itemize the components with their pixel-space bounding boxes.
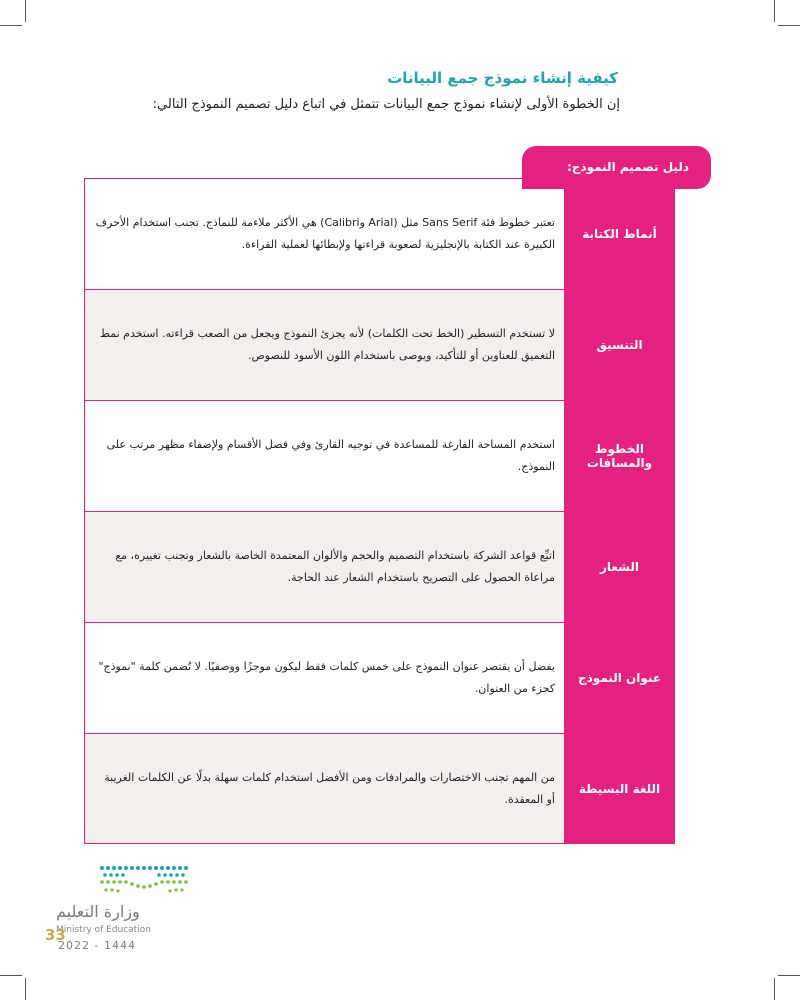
crop-mark <box>778 25 800 26</box>
row-description: استخدم المساحة الفارغة للمساعدة في توجيه القارئ وفي فصل الأقسام ولإضفاء مظهر مرتب على النموذج. <box>106 438 555 473</box>
guide-row <box>84 622 675 733</box>
crop-mark <box>774 0 775 22</box>
row-label: الشعار <box>564 512 675 622</box>
guide-row <box>84 289 675 400</box>
crop-mark <box>0 975 22 976</box>
ministry-name-arabic: وزارة التعليم <box>56 902 140 921</box>
crop-mark <box>25 978 26 1000</box>
crop-mark <box>0 25 22 26</box>
page-number: 33 <box>45 926 66 944</box>
ministry-logo-icon <box>98 862 190 897</box>
guide-row <box>84 511 675 622</box>
guide-heading: دليل تصميم النموذج: <box>522 146 711 189</box>
guide-row <box>84 400 675 511</box>
row-label: اللغة البسيطة <box>564 734 675 843</box>
page-title: كيفية إنشاء نموذج جمع البيانات <box>387 69 618 87</box>
row-label: أنماط الكتابة <box>564 179 675 289</box>
guide-table <box>84 178 675 844</box>
row-description: يفضل أن يقتصر عنوان النموذج على خمس كلمات فقط ليكون موجزًا ووصفيًا. لا تُضمن كلمة "نموذج" كجزء من العنوان. <box>98 660 555 695</box>
ministry-name-english: Ministry of Education <box>56 925 151 935</box>
crop-mark <box>774 978 775 1000</box>
intro-text: إن الخطوة الأولى لإنشاء نموذج جمع البيانات تتمثل في اتباع دليل تصميم النموذج التالي: <box>152 97 620 112</box>
guide-row <box>84 178 675 289</box>
row-label: الخطوط والمسافات <box>564 401 675 511</box>
row-description: اتبِّع قواعد الشركة باستخدام التصميم والحجم والألوان المعتمدة الخاصة بالشعار وتجنب تغييره، مع مراعاة الحصول على التصريح باستخدام الشعار عند الحاجة. <box>115 549 555 584</box>
crop-mark <box>25 0 26 22</box>
row-label: عنوان النموذج <box>564 623 675 733</box>
row-description: من المهم تجنب الاختصارات والمرادفات ومن الأفضل استخدام كلمات سهلة بدلًا عن الكلمات الغريبة أو المعقدة. <box>104 770 555 806</box>
guide-row <box>84 733 675 844</box>
crop-mark <box>778 975 800 976</box>
row-description: تعتبر خطوط فئة Sans Serif مثل (Arial وCalibri) هي الأكثر ملاءمة للنماذج. تجنب استخدام الأحرف الكبيرة عند الكتابة بالإنجليزية لصعوبة قراءتها ولإبطائها لعملية القراءة. <box>95 216 555 251</box>
row-label: التنسيق <box>564 290 675 400</box>
row-description: لا تستخدم التسطير (الخط تحت الكلمات) لأنه يجزئ النموذج ويجعل من الصعب قراءته. استخدم نمط التغميق للعناوين أو للتأكيد، ويوصى باستخدام اللون الأسود للنصوص. <box>99 327 555 362</box>
academic-year: 2022 - 1444 <box>58 939 136 952</box>
